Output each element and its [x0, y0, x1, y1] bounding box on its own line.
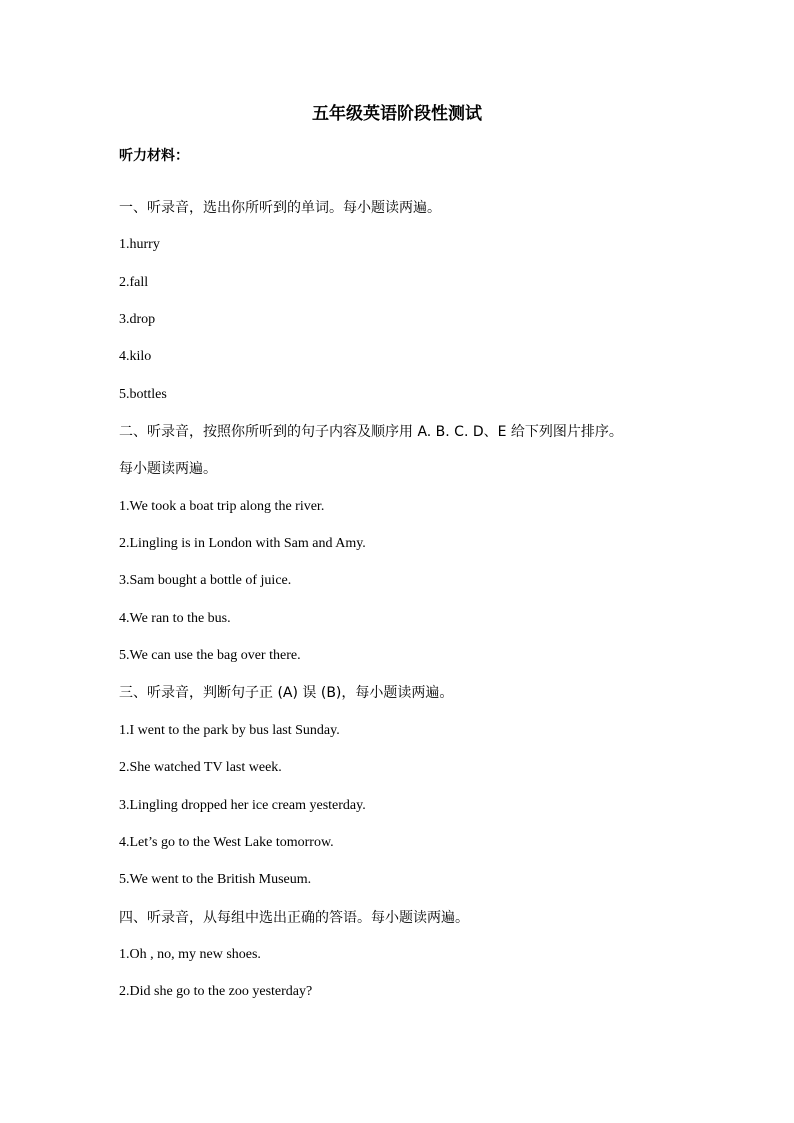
list-item: 3.Lingling dropped her ice cream yesterday. — [119, 797, 366, 813]
list-item: 2.Lingling is in London with Sam and Amy. — [119, 536, 366, 552]
list-item: 2.Did she go to the zoo yesterday? — [119, 984, 313, 1000]
list-item: 3.Sam bought a bottle of juice. — [119, 573, 292, 589]
section-heading-2: 二、听录音，按照你所听到的句子内容及顺序用 A. B. C. D、E 给下列图片排序。 — [119, 424, 623, 441]
section-heading-2-continued: 每小题读两遍。 — [119, 461, 217, 478]
section-heading-4: 四、听录音，从每组中选出正确的答语。每小题读两遍。 — [119, 909, 469, 926]
list-item: 4.We ran to the bus. — [119, 610, 231, 626]
list-item: 5.We can use the bag over there. — [119, 648, 301, 664]
list-item: 4.kilo — [119, 349, 152, 365]
list-item: 1.Oh , no, my new shoes. — [119, 946, 261, 962]
section-heading-3: 三、听录音，判断句子正 (A) 误 (B)，每小题读两遍。 — [119, 685, 454, 702]
listening-material-label: 听力材料： — [119, 148, 189, 164]
document-title: 五年级英语阶段性测试 — [312, 104, 482, 124]
list-item: 1.We took a boat trip along the river. — [119, 498, 325, 514]
list-item: 1.hurry — [119, 237, 160, 253]
list-item: 1.I went to the park by bus last Sunday. — [119, 722, 340, 738]
list-item: 3.drop — [119, 312, 156, 328]
list-item: 4.Let’s go to the West Lake tomorrow. — [119, 834, 334, 850]
list-item: 2.She watched TV last week. — [119, 760, 282, 776]
list-item: 5.bottles — [119, 386, 167, 402]
list-item: 5.We went to the British Museum. — [119, 872, 312, 888]
listening-material-lines — [119, 196, 719, 1018]
section-heading-1: 一、听录音，选出你所听到的单词。每小题读两遍。 — [119, 200, 441, 216]
list-item: 2.fall — [119, 274, 149, 290]
